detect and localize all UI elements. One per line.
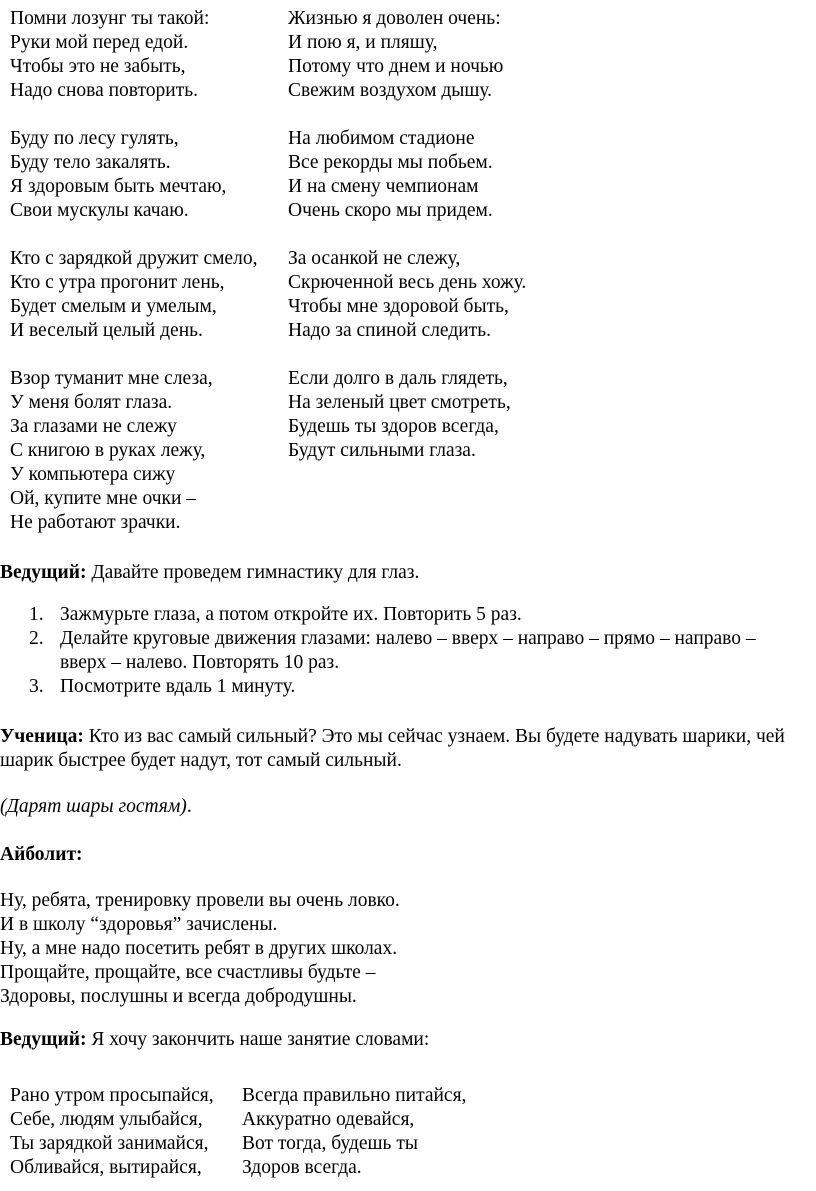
poem-line: Потому что днем и ночью — [288, 56, 504, 77]
poem-line: У компьютера сижу — [10, 464, 176, 485]
poem-stanza — [10, 127, 810, 223]
poem-line: Надо за спиной следить. — [288, 320, 491, 341]
poem-line: Очень скоро мы придем. — [288, 200, 493, 221]
speaker-label: Ведущий: — [0, 562, 87, 583]
poem-line: Ой, купите мне очки – — [10, 488, 197, 509]
poem-right-column — [288, 7, 788, 103]
speech-text: Я хочу закончить наше занятие словами: — [86, 1029, 430, 1050]
poem-line: Будут сильными глаза. — [288, 440, 476, 461]
poem-line: Помни лозунг ты такой: — [10, 8, 210, 29]
speaker-label: Айболит: — [0, 844, 83, 865]
poem-right-column — [288, 247, 788, 343]
list-item — [29, 603, 799, 627]
poem-line: Себе, людям улыбайся, — [10, 1109, 203, 1130]
speaker-label: Ученица: — [0, 726, 84, 747]
exercise-list — [29, 603, 799, 699]
poem-line: Если долго в даль глядеть, — [288, 368, 508, 389]
poem-line: С книгою в руках лежу, — [10, 440, 206, 461]
list-item — [29, 675, 799, 699]
poem-left-column — [10, 367, 288, 535]
poem-left-column — [10, 7, 288, 103]
poem-line: Буду тело закалять. — [10, 152, 171, 173]
poem-line: Обливайся, вытирайся, — [10, 1157, 202, 1178]
poem-line: Будешь ты здоров всегда, — [288, 416, 499, 437]
host-line-1 — [0, 561, 800, 585]
aibolit-speech — [0, 889, 800, 1009]
poem-line: Буду по лесу гулять, — [10, 128, 179, 149]
poem-table — [10, 7, 810, 535]
poem-line: Здоров всегда. — [242, 1157, 362, 1178]
stage-direction-tail: . — [186, 796, 192, 817]
list-number: 1. — [29, 604, 44, 625]
stage-direction-text: (Дарят шары гостям) — [0, 796, 187, 817]
poem-line: Руки мой перед едой. — [10, 32, 189, 53]
speech-line: Прощайте, прощайте, все счастливы будьте – — [0, 962, 376, 983]
poem-line: Скрюченной весь день хожу. — [288, 272, 527, 293]
poem-line: На зеленый цвет смотреть, — [288, 392, 511, 413]
host-line-2 — [0, 1028, 800, 1052]
poem-left-column — [10, 247, 288, 343]
speech-line: Здоровы, послушны и всегда добродушны. — [0, 986, 357, 1007]
poem-right-column — [288, 127, 788, 223]
poem-line: Свои мускулы качаю. — [10, 200, 189, 221]
poem-line: Надо снова повторить. — [10, 80, 199, 101]
poem-right-column — [242, 1084, 742, 1180]
speech-text: Кто из вас самый сильный? Это мы сейчас узнаем. Вы будете надувать шарики, чей шарик быстрее будет надут, тот самый сильный. — [0, 726, 785, 771]
poem-line: У меня болят глаза. — [10, 392, 173, 413]
poem-line: Чтобы это не забыть, — [10, 56, 186, 77]
poem-line: За осанкой не слежу, — [288, 248, 461, 269]
poem-line: Всегда правильно питайся, — [242, 1085, 467, 1106]
speech-line: Ну, ребята, тренировку провели вы очень ловко. — [0, 890, 400, 911]
poem-line: Я здоровым быть мечтаю, — [10, 176, 227, 197]
poem-line: Не работают зрачки. — [10, 512, 181, 533]
poem-line: Кто с зарядкой дружит смело, — [10, 248, 258, 269]
list-number: 2. — [29, 628, 44, 649]
list-text: Посмотрите вдаль 1 минуту. — [59, 676, 296, 697]
speaker-label: Ведущий: — [0, 1029, 87, 1050]
aibolit-heading — [0, 843, 800, 867]
poem-line: Все рекорды мы побьем. — [288, 152, 493, 173]
speech-line: Ну, а мне надо посетить ребят в других школах. — [0, 938, 398, 959]
poem-line: И пою я, и пляшу, — [288, 32, 438, 53]
poem-left-column — [10, 127, 288, 223]
poem-line: За глазами не слежу — [10, 416, 177, 437]
poem-stanza — [10, 247, 810, 343]
final-poem — [10, 1084, 742, 1180]
poem-line: Свежим воздухом дышу. — [288, 80, 493, 101]
poem-stanza — [10, 367, 810, 535]
poem-line: Будет смелым и умелым, — [10, 296, 217, 317]
poem-line: Взор туманит мне слеза, — [10, 368, 213, 389]
list-number: 3. — [29, 676, 44, 697]
poem-line: Чтобы мне здоровой быть, — [288, 296, 509, 317]
list-item — [29, 627, 799, 675]
poem-line: Вот тогда, будешь ты — [242, 1133, 418, 1154]
poem-line: На любимом стадионе — [288, 128, 475, 149]
poem-line: Кто с утра прогонит лень, — [10, 272, 225, 293]
poem-line: И веселый целый день. — [10, 320, 203, 341]
student-line — [0, 725, 800, 773]
list-text: Зажмурьте глаза, а потом откройте их. Повторить 5 раз. — [59, 604, 522, 625]
poem-line: Ты зарядкой занимайся, — [10, 1133, 209, 1154]
poem-stanza — [10, 7, 810, 103]
poem-line: Жизнью я доволен очень: — [288, 8, 501, 29]
poem-right-column — [288, 367, 788, 535]
speech-text: Давайте проведем гимнастику для глаз. — [86, 562, 420, 583]
speech-line: И в школу “здоровья” зачислены. — [0, 914, 278, 935]
poem-line: Рано утром просыпайся, — [10, 1085, 214, 1106]
stage-direction — [0, 795, 800, 819]
poem-left-column — [10, 1084, 242, 1180]
list-text: Делайте круговые движения глазами: налево – вверх – направо – прямо – направо – вверх – налево. Повторять 10 раз. — [59, 628, 756, 673]
poem-line: Аккуратно одевайся, — [242, 1109, 415, 1130]
poem-line: И на смену чемпионам — [288, 176, 479, 197]
